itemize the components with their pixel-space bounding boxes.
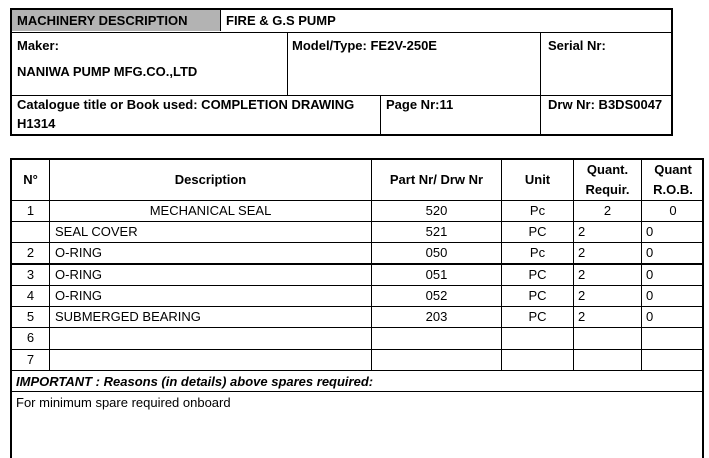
maker-cell xyxy=(12,32,288,95)
machinery-description-value: FIRE & G.S PUMP xyxy=(226,13,336,28)
header-quant-rob: Quant R.O.B. xyxy=(653,162,693,197)
machinery-row xyxy=(12,10,671,33)
catalogue-row xyxy=(12,95,671,136)
maker-label: Maker: xyxy=(17,38,59,53)
machinery-header xyxy=(10,8,673,136)
page-number: Page Nr:11 xyxy=(386,97,454,112)
header-quant-requir: Quant. Requir. xyxy=(585,162,630,197)
model-cell xyxy=(288,32,541,95)
maker-row xyxy=(12,32,671,96)
page-cell xyxy=(381,95,541,136)
important-label: IMPORTANT : Reasons (in details) above spares required: xyxy=(16,374,374,389)
serial-label: Serial Nr: xyxy=(548,38,606,53)
maker-value: NANIWA PUMP MFG.CO.,LTD xyxy=(17,64,198,79)
catalogue-cell xyxy=(12,95,381,136)
serial-cell xyxy=(541,32,673,95)
catalogue-title: Catalogue title or Book used: COMPLETION DRAWING xyxy=(17,97,355,112)
header-number: N° xyxy=(23,172,38,187)
spare-parts-table: N° Description Part Nr/ Drw Nr Unit Quant. Requir. Quant R.O.B. 1 MECHANICAL SEAL 520 Pc 2 0 SEAL COVER 521 PC 2 0 2 O-RING 050 Pc 2 0 3 O-RING 051 PC 2 0 4 O-RING 052 PC 2 0 5 SUBMERGED BEARING 203 PC 2 0 6 7 IMPORTANT : Reasons (in details) above spares required: For minimum spare required onboard xyxy=(10,158,704,458)
header-description: Description xyxy=(174,172,247,187)
header-part-number: Part Nr/ Drw Nr xyxy=(389,172,484,187)
catalogue-title-continued: H1314 xyxy=(17,116,56,131)
model-label: Model/Type: FE2V-250E xyxy=(292,38,437,53)
reason-text: For minimum spare required onboard xyxy=(16,395,231,410)
machinery-description-label: MACHINERY DESCRIPTION xyxy=(12,10,221,31)
drawing-cell xyxy=(541,95,673,136)
header-unit: Unit xyxy=(524,172,551,187)
drawing-number: Drw Nr: B3DS0047 xyxy=(548,97,663,112)
